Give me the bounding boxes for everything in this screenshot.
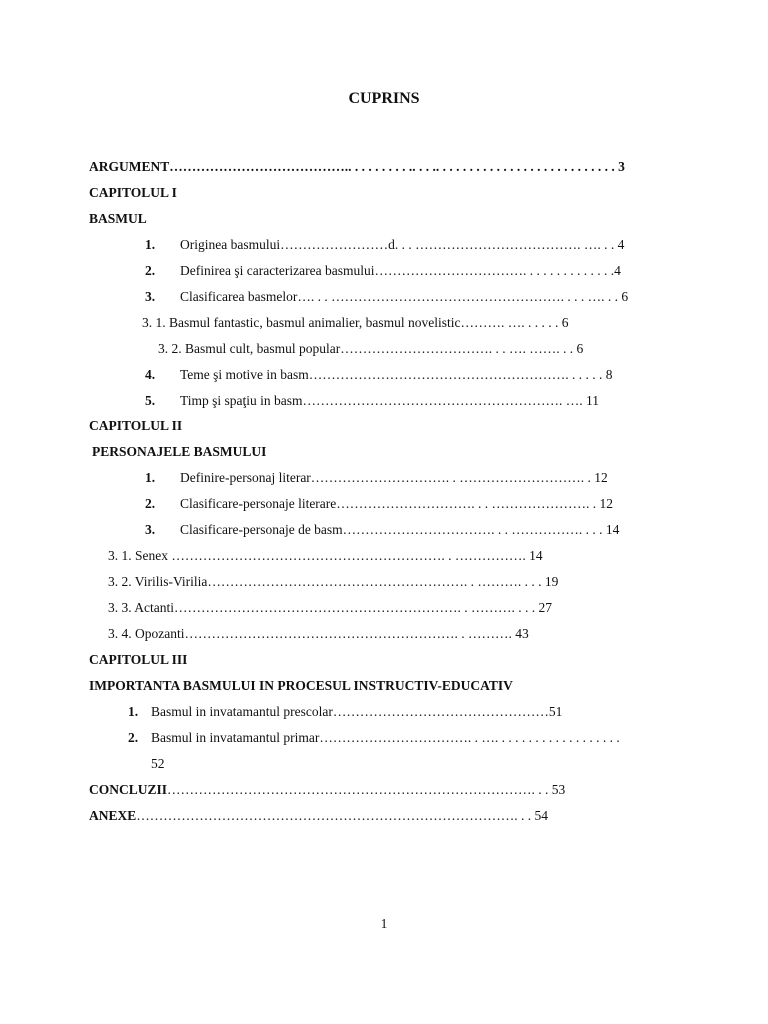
toc-entry <box>145 236 624 254</box>
entry-number: 3. <box>145 522 156 537</box>
entry-text: Timp şi spaţiu in basm…………………………………………………. …. 11 <box>180 393 600 408</box>
entry-text: Teme şi motive in basm…………………………………………………. . . . . . 8 <box>180 367 613 382</box>
toc-entry <box>145 495 613 513</box>
entry-text: Clasificare-personaje literare…………………………. . . …………………. . 12 <box>180 496 614 511</box>
toc-entry <box>128 729 620 747</box>
entry-number: 2. <box>128 730 139 745</box>
toc-subentry: 3. 3. Actanti………………………………………………………. . ………. . . . 27 <box>108 600 552 615</box>
page-title: CUPRINS <box>348 90 420 107</box>
toc-concluzii <box>89 781 565 799</box>
toc-argument: ARGUMENT………………………………….. . . . . . . . . .. . . .. . . . . . . . . . . . . . . . . . . . . . . . . . . 3 <box>89 159 625 174</box>
chapter-2-label: CAPITOLUL II <box>89 418 183 433</box>
entry-text: Clasificarea basmelor…. . . ……………………………………………. . . . …. . . 6 <box>180 289 629 304</box>
toc-entry <box>145 262 621 280</box>
toc-entry <box>145 521 619 539</box>
entry-text: Definire-personaj literar…………………………. . ………………………. . 12 <box>180 470 608 485</box>
entry-number: 2. <box>145 263 156 278</box>
toc-entry <box>128 703 562 721</box>
toc-subentry: 3. 4. Opozanti……………………………………………………. . ………. 43 <box>108 626 529 641</box>
entry-number: 3. <box>145 289 156 304</box>
entry-number: 1. <box>128 704 139 719</box>
toc-subentry: 3. 2. Basmul cult, basmul popular……………………………. . . …. ……. . . 6 <box>158 341 584 356</box>
chapter-1-label: CAPITOLUL I <box>89 185 177 200</box>
entry-text: Basmul in invatamantul primar……………………………. . …. . . . . . . . . . . . . . . . . . . <box>151 730 620 745</box>
concluzii-leader: ………………………………………………………………………. . . 53 <box>167 782 566 797</box>
toc-subentry: 3. 1. Basmul fantastic, basmul animalier, basmul novelistic………. …. . . . . . 6 <box>142 315 569 330</box>
toc-entry <box>145 469 608 487</box>
anexe-label: ANEXE <box>89 808 137 823</box>
page-number: 1 <box>380 916 388 931</box>
anexe-leader: …………………………………………………………………………. . . 54 <box>136 808 549 823</box>
toc-subentry: 3. 2. Virilis-Virilia…………………………………………………. . ………. . . . 19 <box>108 574 559 589</box>
entry-text: Originea basmului……………………d. . . ………………………………. …. . . 4 <box>180 237 625 252</box>
entry-number: 4. <box>145 367 156 382</box>
toc-entry-continuation: 52 <box>151 756 165 771</box>
entry-number: 5. <box>145 393 156 408</box>
toc-subentry: 3. 1. Senex ……………………………………………………. . ……………. 14 <box>108 548 543 563</box>
chapter-3-title: IMPORTANTA BASMULUI IN PROCESUL INSTRUCTIV-EDUCATIV <box>89 678 513 693</box>
entry-number: 2. <box>145 496 156 511</box>
toc-anexe <box>89 807 548 825</box>
entry-text: Clasificare-personaje de basm……………………………. . . ……………. . . . 14 <box>180 522 620 537</box>
entry-number: 1. <box>145 470 156 485</box>
chapter-3-label: CAPITOLUL III <box>89 652 188 667</box>
toc-entry <box>145 366 613 384</box>
chapter-2-title: PERSONAJELE BASMULUI <box>92 444 267 459</box>
entry-text: Basmul in invatamantul prescolar…………………………………………51 <box>151 704 563 719</box>
chapter-1-title: BASMUL <box>89 211 147 226</box>
toc-entry <box>145 392 599 410</box>
concluzii-label: CONCLUZII <box>89 782 168 797</box>
entry-number: 1. <box>145 237 156 252</box>
toc-entry <box>145 288 628 306</box>
entry-text: Definirea şi caracterizarea basmului……………………………. . . . . . . . . . . . . .4 <box>180 263 621 278</box>
